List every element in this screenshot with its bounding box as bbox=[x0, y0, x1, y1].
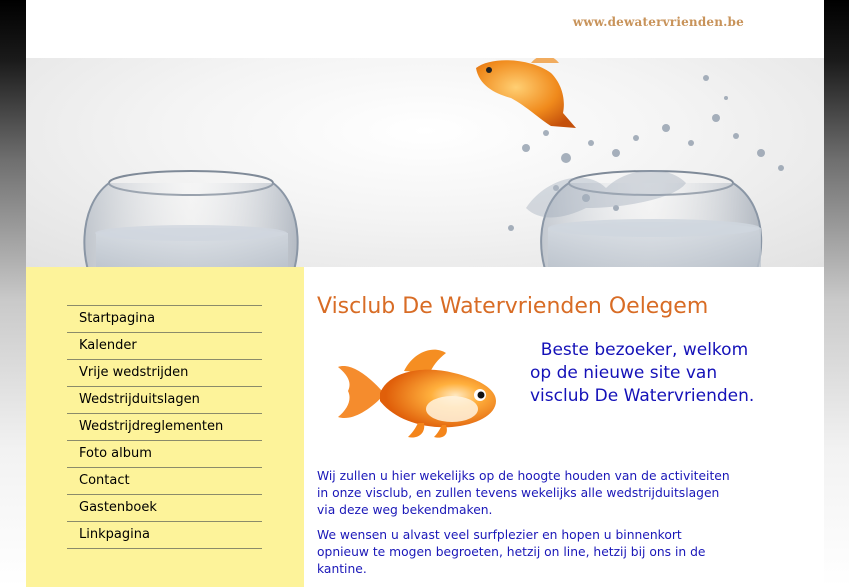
page-title: Visclub De Watervrienden Oelegem bbox=[317, 294, 709, 319]
nav-item-wedstrijduitslagen[interactable]: Wedstrijduitslagen bbox=[67, 387, 262, 414]
banner-image bbox=[26, 58, 824, 267]
nav-item-vrije-wedstrijden[interactable]: Vrije wedstrijden bbox=[67, 360, 262, 387]
header-bar bbox=[26, 0, 824, 58]
nav-item-kalender[interactable]: Kalender bbox=[67, 333, 262, 360]
site-url-link[interactable]: www.dewatervrienden.be bbox=[572, 15, 744, 29]
main-nav bbox=[67, 305, 262, 549]
nav-item-foto-album[interactable]: Foto album bbox=[67, 441, 262, 468]
intro-paragraph: Wij zullen u hier wekelijks op de hoogte houden van de activiteiten in onze visclub, en zullen tevens wekelijks alle wedstrijduitslagen via deze weg bekendmaken. bbox=[317, 469, 730, 517]
nav-item-startpagina[interactable]: Startpagina bbox=[67, 306, 262, 333]
nav-item-contact[interactable]: Contact bbox=[67, 468, 262, 495]
nav-item-wedstrijdreglementen[interactable]: Wedstrijdreglementen bbox=[67, 414, 262, 441]
left-bowl bbox=[84, 171, 297, 267]
nav-item-linkpagina[interactable]: Linkpagina bbox=[67, 522, 262, 549]
nav-item-gastenboek[interactable]: Gastenboek bbox=[67, 495, 262, 522]
goldfish-image bbox=[334, 343, 499, 438]
sidebar bbox=[26, 267, 304, 587]
goldfish-bowls-illustration bbox=[26, 58, 824, 267]
page bbox=[26, 0, 824, 587]
main-content bbox=[304, 267, 824, 587]
closing-paragraph: We wensen u alvast veel surfplezier en hopen u binnenkort opnieuw te mogen begroeten, hetzij on line, hetzij bij ons in de kantine. bbox=[317, 528, 706, 576]
welcome-message: Beste bezoeker, welkom op de nieuwe site van visclub De Watervrienden. bbox=[530, 340, 755, 406]
jumping-goldfish bbox=[476, 58, 576, 128]
